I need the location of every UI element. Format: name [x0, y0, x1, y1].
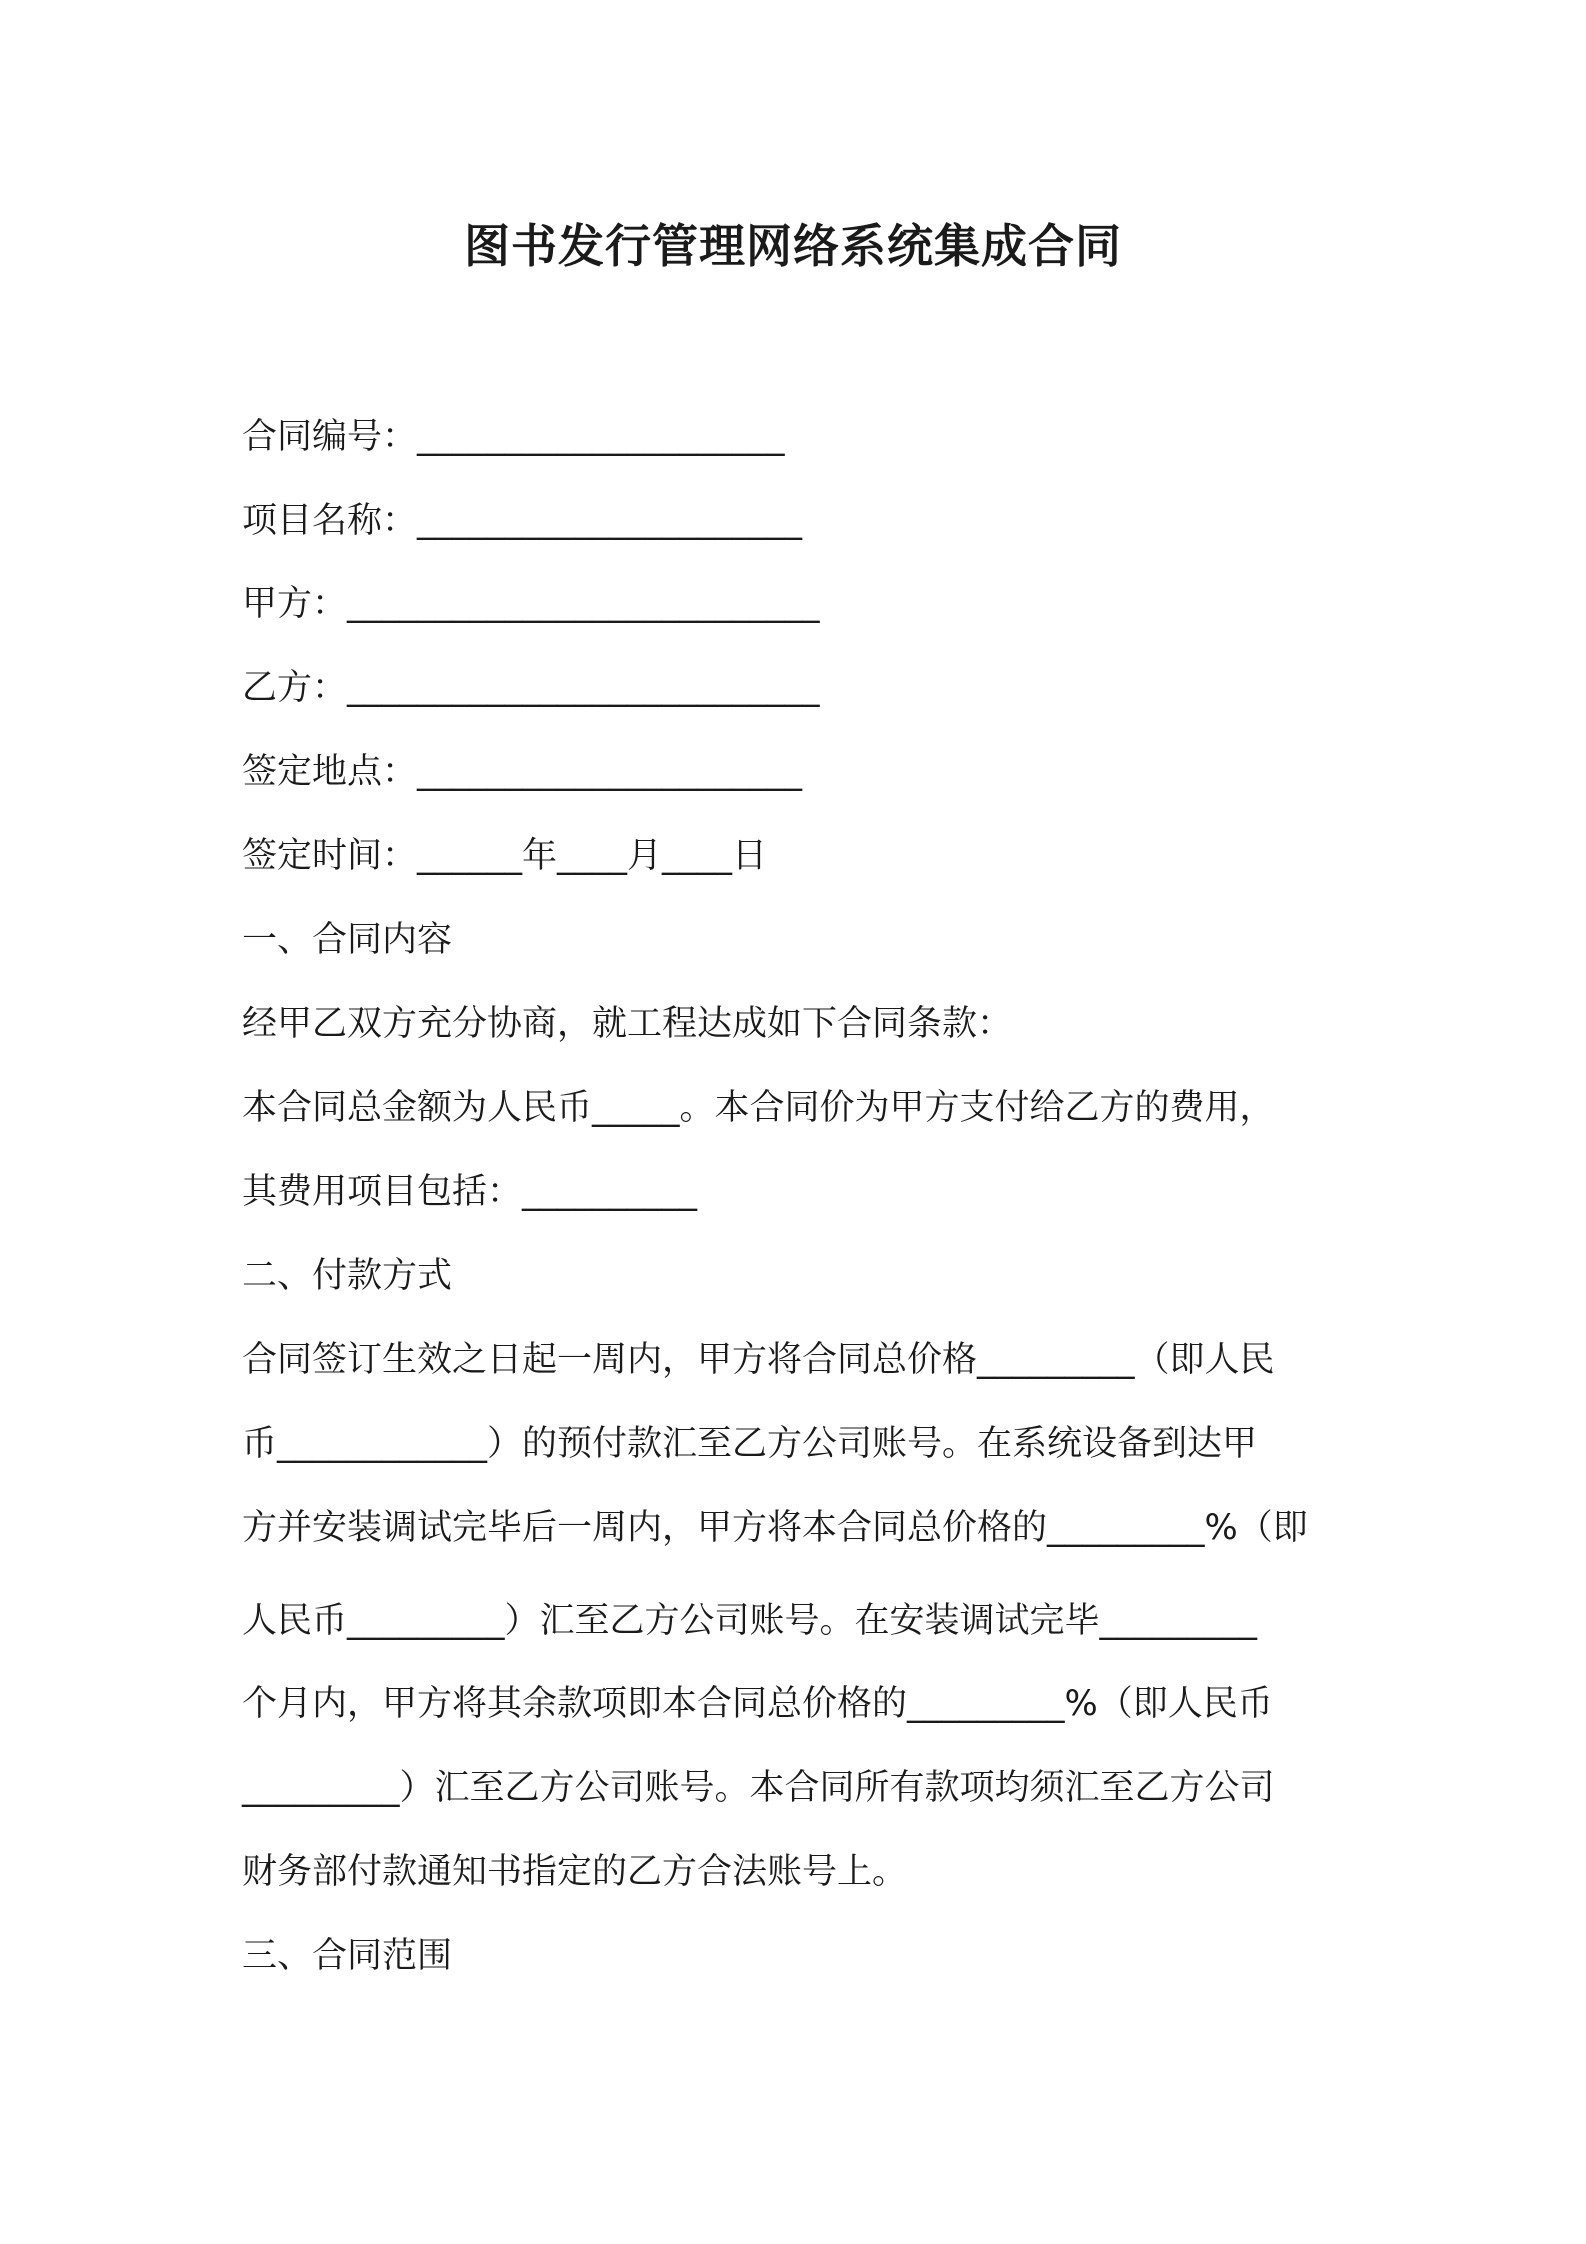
paragraph-line: 其费用项目包括：__________	[242, 1172, 698, 1212]
paragraph-line: 经甲乙双方充分协商，就工程达成如下合同条款：	[242, 1004, 1013, 1044]
project-name-field: 项目名称：______________________	[242, 501, 803, 541]
paragraph-line: 个月内，甲方将其余款项即本合同总价格的_________%（即人民币	[242, 1684, 1273, 1724]
document-title: 图书发行管理网络系统集成合同	[464, 219, 1122, 273]
paragraph-line: 币____________）的预付款汇至乙方公司账号。在系统设备到达甲	[242, 1424, 1258, 1464]
signing-place-field: 签定地点：______________________	[242, 752, 803, 792]
section-heading-3: 三、合同范围	[242, 1936, 453, 1976]
paragraph-line: _________）汇至乙方公司账号。本合同所有款项均须汇至乙方公司	[242, 1768, 1275, 1808]
contract-number-field: 合同编号：_____________________	[242, 417, 785, 457]
party-b-field: 乙方：___________________________	[242, 668, 820, 708]
paragraph-line: 人民币_________）汇至乙方公司账号。在安装调试完毕_________	[242, 1601, 1258, 1641]
party-a-field: 甲方：___________________________	[242, 584, 820, 624]
paragraph-line: 方并安装调试完毕后一周内，甲方将本合同总价格的_________%（即	[242, 1508, 1308, 1548]
signing-date-field: 签定时间：______年____月____日	[242, 836, 768, 876]
section-heading-1: 一、合同内容	[242, 920, 453, 960]
paragraph-line: 本合同总金额为人民币_____。本合同价为甲方支付给乙方的费用，	[242, 1088, 1275, 1128]
paragraph-line: 合同签订生效之日起一周内，甲方将合同总价格_________（即人民	[242, 1340, 1275, 1380]
paragraph-line: 财务部付款通知书指定的乙方合法账号上。	[242, 1852, 908, 1892]
section-heading-2: 二、付款方式	[242, 1256, 453, 1296]
